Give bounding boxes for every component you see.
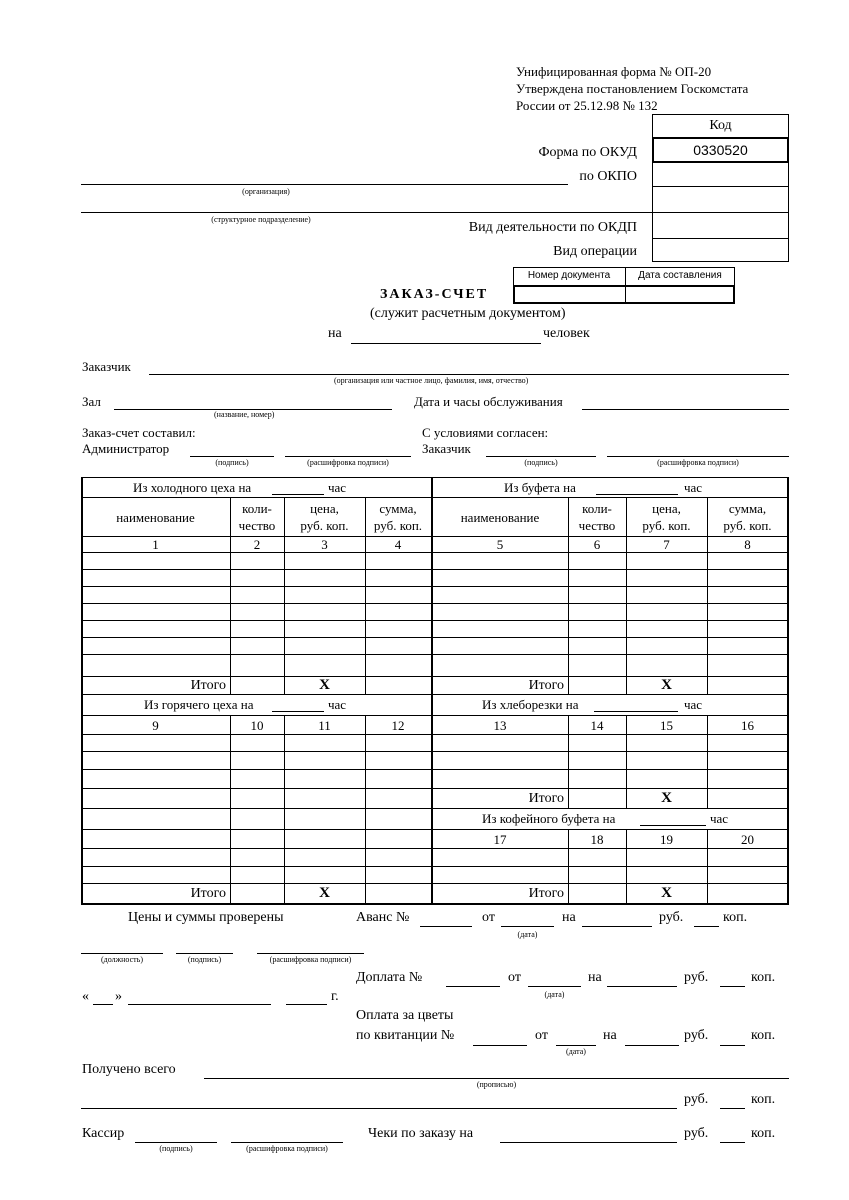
advance-kop-label: коп. <box>723 910 748 925</box>
cold-shop-hour: час <box>328 480 347 495</box>
col-num-20: 20 <box>741 832 754 847</box>
hall-label: Зал <box>82 394 101 409</box>
composed-label: Заказ-счет составил: <box>82 425 196 440</box>
bread-total-x: X <box>661 790 672 806</box>
cold-shop-hour-line[interactable] <box>272 494 324 495</box>
hot-shop-hour-line[interactable] <box>272 711 324 712</box>
checks-label: Чеки по заказу на <box>368 1126 474 1141</box>
flowers-from-label: от <box>535 1028 548 1043</box>
advance-number-line[interactable] <box>420 926 472 927</box>
date-quote-close: » <box>115 989 122 1004</box>
doc-number-date-cells[interactable] <box>513 285 735 304</box>
persons-label: человек <box>543 326 590 341</box>
form-approval-line: Утверждена постановлением Госкомстата <box>516 81 749 96</box>
doplata-rub-line[interactable] <box>607 986 677 987</box>
flowers-on-label: на <box>603 1028 617 1043</box>
customer-caption: (организация или частное лицо, фамилия, имя, отчество) <box>334 376 529 385</box>
admin-sign-caption: (подпись) <box>215 458 249 467</box>
doplata-label: Доплата № <box>356 970 423 985</box>
advance-date-caption: (дата) <box>517 930 538 939</box>
col-num-14: 14 <box>590 718 604 733</box>
checker-sign-line[interactable] <box>176 953 233 954</box>
col-num-4: 4 <box>394 537 402 552</box>
flowers-date-caption: (дата) <box>566 1047 586 1056</box>
advance-rub-label: руб. <box>659 910 684 925</box>
hot-shop-hour: час <box>328 697 347 712</box>
agreed-label: С условиями согласен: <box>422 425 549 440</box>
col-num-9: 9 <box>152 718 159 733</box>
kod-label: Код <box>709 118 732 133</box>
flowers-label-1: Оплата за цветы <box>356 1008 454 1023</box>
subdivision-line[interactable] <box>81 212 652 213</box>
date-year-line[interactable] <box>286 1004 327 1005</box>
advance-kop-line[interactable] <box>694 926 719 927</box>
checks-rub-label: руб. <box>684 1126 709 1141</box>
col-num-11: 11 <box>318 718 331 733</box>
cashier-sign-line[interactable] <box>135 1142 217 1143</box>
persons-count-line[interactable] <box>351 343 541 344</box>
doplata-number-line[interactable] <box>446 986 500 987</box>
col-num-1: 1 <box>152 537 159 552</box>
checker-decode-caption: (расшифровка подписи) <box>269 955 352 964</box>
organization-line[interactable] <box>81 184 568 185</box>
doplata-date-caption: (дата) <box>544 990 565 999</box>
col-num-6: 6 <box>593 537 601 552</box>
col-num-3: 3 <box>321 537 328 552</box>
year-label: г. <box>331 989 339 1004</box>
okdp-label: Вид деятельности по ОКДП <box>468 220 637 235</box>
hot-total-label: Итого <box>190 886 226 901</box>
bread-hour: час <box>684 697 703 712</box>
position-caption: (должность) <box>101 955 143 964</box>
administrator-label: Администратор <box>82 441 170 456</box>
organization-caption: (организация) <box>242 187 290 196</box>
flowers-date-line[interactable] <box>556 1045 596 1046</box>
flowers-number-line[interactable] <box>473 1045 527 1046</box>
col-price-right-2: руб. коп. <box>642 518 691 533</box>
doplata-kop-line[interactable] <box>720 986 745 987</box>
customer-agreed-label: Заказчик <box>422 441 471 456</box>
doplata-date-line[interactable] <box>528 986 581 987</box>
col-num-15: 15 <box>660 718 673 733</box>
customer-signature-line[interactable] <box>486 456 596 457</box>
checks-rub-line[interactable] <box>500 1142 677 1143</box>
service-time-label: Дата и часы обслуживания <box>414 394 563 409</box>
doc-number-label: Номер документа <box>527 270 611 281</box>
coffee-total-label: Итого <box>528 886 564 901</box>
doc-date-label: Дата составления <box>638 270 722 281</box>
customer-label: Заказчик <box>82 359 131 374</box>
date-month-line[interactable] <box>128 1004 271 1005</box>
coffee-total-x: X <box>661 885 672 901</box>
date-quote-open: « <box>82 989 89 1004</box>
advance-label: Аванс № <box>356 910 410 925</box>
flowers-rub-label: руб. <box>684 1028 709 1043</box>
col-qty-right-1: коли- <box>582 501 612 516</box>
col-num-16: 16 <box>741 718 754 733</box>
col-num-7: 7 <box>663 537 670 552</box>
col-price-left-2: руб. коп. <box>300 518 349 533</box>
buffet-total-x: X <box>661 677 672 693</box>
col-num-13: 13 <box>493 718 507 733</box>
bread-total-label: Итого <box>528 791 564 806</box>
doplata-from-label: от <box>508 970 521 985</box>
col-num-10: 10 <box>250 718 264 733</box>
cold-shop-label: Из холодного цеха на <box>133 480 252 495</box>
checker-sign-caption: (подпись) <box>187 955 222 964</box>
col-num-18: 18 <box>590 832 604 847</box>
on-label: на <box>328 326 342 341</box>
flowers-rub-line[interactable] <box>625 1045 679 1046</box>
col-sum-left-2: руб. коп. <box>373 518 423 533</box>
words-caption: (прописью) <box>476 1080 517 1089</box>
bread-hour-line[interactable] <box>594 711 678 712</box>
received-kop-label: коп. <box>751 1092 776 1107</box>
date-day-line[interactable] <box>93 1004 113 1005</box>
okpo-label: по ОКПО <box>579 169 637 184</box>
cold-total-label: Итого <box>190 678 226 693</box>
hall-caption: (название, номер) <box>214 410 275 419</box>
position-line[interactable] <box>81 953 163 954</box>
cashier-decode-line[interactable] <box>231 1142 343 1143</box>
col-num-19: 19 <box>660 832 673 847</box>
checks-kop-label: коп. <box>751 1126 776 1141</box>
okud-label: Форма по ОКУД <box>538 145 637 160</box>
customer-line[interactable] <box>149 374 789 375</box>
customer-decode-caption: (расшифровка подписи) <box>657 458 739 467</box>
received-label: Получено всего <box>82 1062 176 1077</box>
col-num-2: 2 <box>253 537 261 552</box>
col-qty-right-2: чество <box>578 518 616 533</box>
cashier-sign-caption: (подпись) <box>159 1144 193 1153</box>
buffet-label: Из буфета на <box>504 480 576 495</box>
form-code-line: Унифицированная форма № ОП-20 <box>516 64 712 79</box>
col-qty-left-2: чество <box>238 518 276 533</box>
received-rub-label: руб. <box>684 1092 709 1107</box>
bread-label: Из хлеборезки на <box>482 697 579 712</box>
cashier-label: Кассир <box>82 1126 125 1141</box>
doplata-rub-label: руб. <box>684 970 709 985</box>
received-kop-line[interactable] <box>720 1108 745 1109</box>
received-words-line-2[interactable] <box>81 1108 677 1109</box>
customer-decode-line[interactable] <box>607 456 789 457</box>
coffee-hour: час <box>710 811 729 826</box>
customer-sign-caption: (подпись) <box>524 458 558 467</box>
hot-total-x: X <box>319 885 330 901</box>
admin-decode-line[interactable] <box>285 456 411 457</box>
col-sum-right-1: сумма, <box>728 501 767 516</box>
operation-label: Вид операции <box>553 244 637 259</box>
received-words-line[interactable] <box>204 1078 789 1079</box>
prices-checked-label: Цены и суммы проверены <box>128 910 284 925</box>
advance-from-label: от <box>482 910 495 925</box>
form-approval-date-line: России от 25.12.98 № 132 <box>516 98 658 113</box>
checks-kop-line[interactable] <box>720 1142 745 1143</box>
buffet-hour: час <box>684 480 703 495</box>
col-price-right-1: цена, <box>652 501 681 516</box>
service-time-line[interactable] <box>582 409 789 410</box>
flowers-kop-line[interactable] <box>720 1045 745 1046</box>
flowers-label-2: по квитанции № <box>356 1028 455 1043</box>
flowers-kop-label: коп. <box>751 1028 776 1043</box>
doplata-on-label: на <box>588 970 602 985</box>
col-num-12: 12 <box>391 718 405 733</box>
col-name-left: наименование <box>116 510 195 525</box>
col-sum-left-1: сумма, <box>379 501 417 516</box>
col-qty-left-1: коли- <box>242 501 272 516</box>
col-sum-right-2: руб. коп. <box>723 518 772 533</box>
col-num-5: 5 <box>496 537 504 552</box>
col-num-8: 8 <box>744 537 751 552</box>
col-name-right: наименование <box>460 510 540 525</box>
cashier-decode-caption: (расшифровка подписи) <box>246 1144 328 1153</box>
okud-value: 0330520 <box>693 142 748 158</box>
doplata-kop-label: коп. <box>751 970 776 985</box>
buffet-hour-line[interactable] <box>596 494 678 495</box>
col-num-17: 17 <box>493 832 507 847</box>
col-price-left-1: цена, <box>310 501 339 516</box>
advance-rub-line[interactable] <box>582 926 652 927</box>
admin-signature-line[interactable] <box>190 456 274 457</box>
coffee-hour-line[interactable] <box>640 825 706 826</box>
advance-date-line[interactable] <box>501 926 554 927</box>
document-title: ЗАКАЗ-СЧЕТ <box>380 287 489 302</box>
document-subtitle: (служит расчетным документом) <box>370 306 566 321</box>
advance-on-label: на <box>562 910 576 925</box>
subdivision-caption: (структурное подразделение) <box>211 215 311 224</box>
coffee-label: Из кофейного буфета на <box>482 811 616 826</box>
admin-decode-caption: (расшифровка подписи) <box>307 458 389 467</box>
hot-shop-label: Из горячего цеха на <box>144 697 254 712</box>
checker-decode-line[interactable] <box>257 953 364 954</box>
cold-total-x: X <box>319 677 330 693</box>
buffet-total-label: Итого <box>528 678 564 693</box>
